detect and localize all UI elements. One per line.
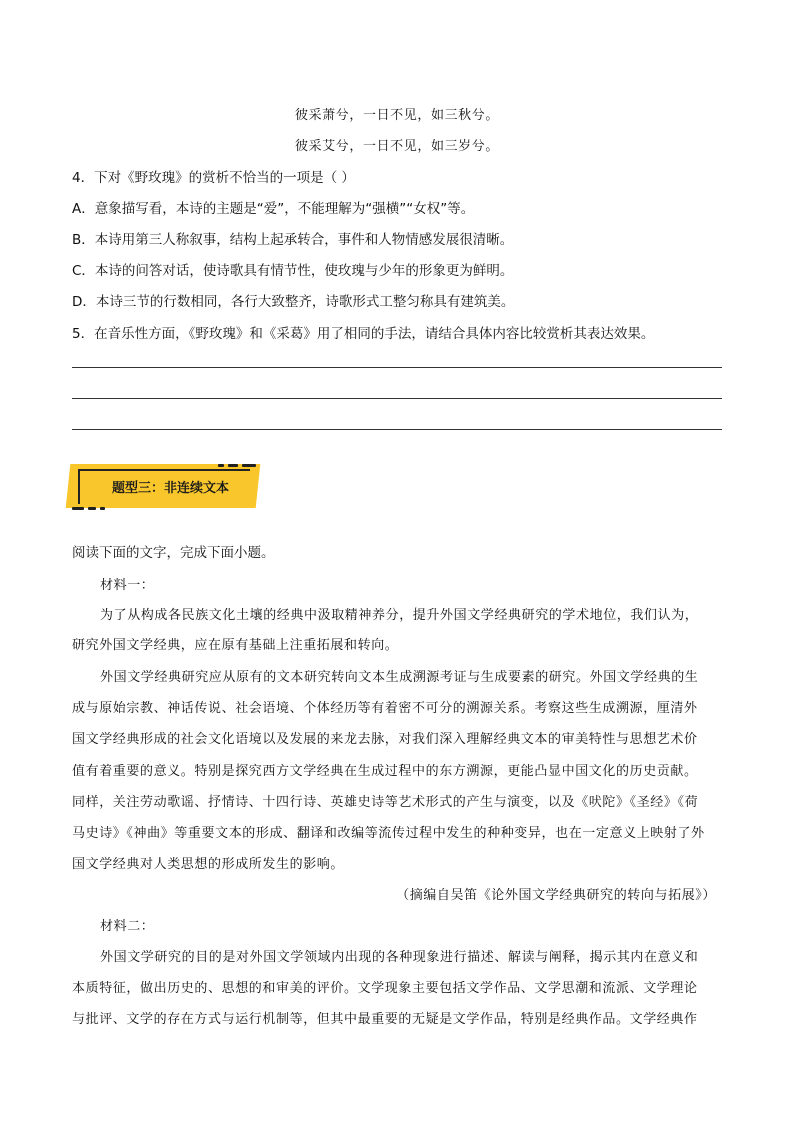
material-1-line: 国文学经典对人类思想的形成所发生的影响。 xyxy=(72,857,345,872)
material-2-label: 材料二： xyxy=(100,919,155,934)
banner-dash-icon xyxy=(242,464,256,467)
answer-line-3[interactable] xyxy=(72,429,722,430)
section-title: 题型三：非连续文本 xyxy=(112,481,230,496)
question-4-option-d: D．本诗三节的行数相同，各行大致整齐，诗歌形式工整匀称具有建筑美。 xyxy=(72,294,515,310)
answer-line-1[interactable] xyxy=(72,367,722,368)
material-1-label: 材料一： xyxy=(100,578,155,593)
banner-dash-icon xyxy=(100,507,105,510)
material-1-line: 外国文学经典研究应从原有的文本研究转向文本生成溯源考证与生成要素的研究。外国文学经典的生 xyxy=(100,670,699,685)
answer-line-2[interactable] xyxy=(72,398,722,399)
material-1-line: 为了从构成各民族文化土壤的经典中汲取精神养分，提升外国文学经典研究的学术地位，我们认为， xyxy=(100,608,699,623)
material-1-source: （摘编自吴笛《论外国文学经典研究的转向与拓展》） xyxy=(396,888,716,903)
banner-dash-icon xyxy=(72,507,84,510)
material-1-line: 值有着重要的意义。特别是探究西方文学经典在生成过程中的东方溯源，更能凸显中国文化的历史贡献。 xyxy=(72,764,698,779)
reading-instruction: 阅读下面的文字，完成下面小题。 xyxy=(72,545,275,561)
material-2-line: 本质特征，做出历史的、思想的和审美的评价。文学现象主要包括文学作品、文学思潮和流派、文学理论 xyxy=(72,981,698,996)
section-banner xyxy=(68,464,258,508)
question-4-option-a: A．意象描写看，本诗的主题是“爱”，不能理解为“强横”“女权”等。 xyxy=(72,201,475,217)
question-4-option-b: B．本诗用第三人称叙事，结构上起承转合，事件和人物情感发展很清晰。 xyxy=(72,232,514,248)
material-1-line: 马史诗》《神曲》等重要文本的形成、翻译和改编等流传过程中发生的种种变异，也在一定意义上映射了外 xyxy=(72,826,705,841)
question-4-stem: 4．下对《野玫瑰》的赏析不恰当的一项是（ ） xyxy=(72,170,355,186)
banner-dash-icon xyxy=(88,507,96,510)
material-1-line: 国文学经典形成的社会文化语境以及发展的来龙去脉，对我们深入理解经典文本的审美特性与思想艺术价 xyxy=(72,732,698,747)
material-1-line: 研究外国文学经典，应在原有基础上注重拓展和转向。 xyxy=(72,638,399,653)
material-1-line: 成与原始宗教、神话传说、社会语境、个体经历等有着密不可分的溯源关系。考察这些生成溯源，厘清外 xyxy=(72,701,698,716)
material-2-line: 与批评、文学的存在方式与运行机制等，但其中最重要的无疑是文学作品，特别是经典作品。文学经典作 xyxy=(72,1012,698,1027)
question-4-option-c: C．本诗的问答对话，使诗歌具有情节性，使玫瑰与少年的形象更为鲜明。 xyxy=(72,263,514,279)
banner-dash-icon xyxy=(218,464,224,467)
poem-line-2: 彼采艾兮，一日不见，如三岁兮。 xyxy=(294,139,499,154)
poem-line-1: 彼采萧兮，一日不见，如三秋兮。 xyxy=(294,108,499,123)
question-5-stem: 5．在音乐性方面，《野玫瑰》和《采葛》用了相同的手法，请结合具体内容比较赏析其表达效果。 xyxy=(72,326,655,342)
material-1-line: 同样，关注劳动歌谣、抒情诗、十四行诗、英雄史诗等艺术形式的产生与演变，以及《吠陀》《圣经》《荷 xyxy=(72,795,699,810)
material-2-line: 外国文学研究的目的是对外国文学领域内出现的各种现象进行描述、解读与阐释，揭示其内在意义和 xyxy=(100,950,699,965)
banner-dash-icon xyxy=(228,464,238,467)
